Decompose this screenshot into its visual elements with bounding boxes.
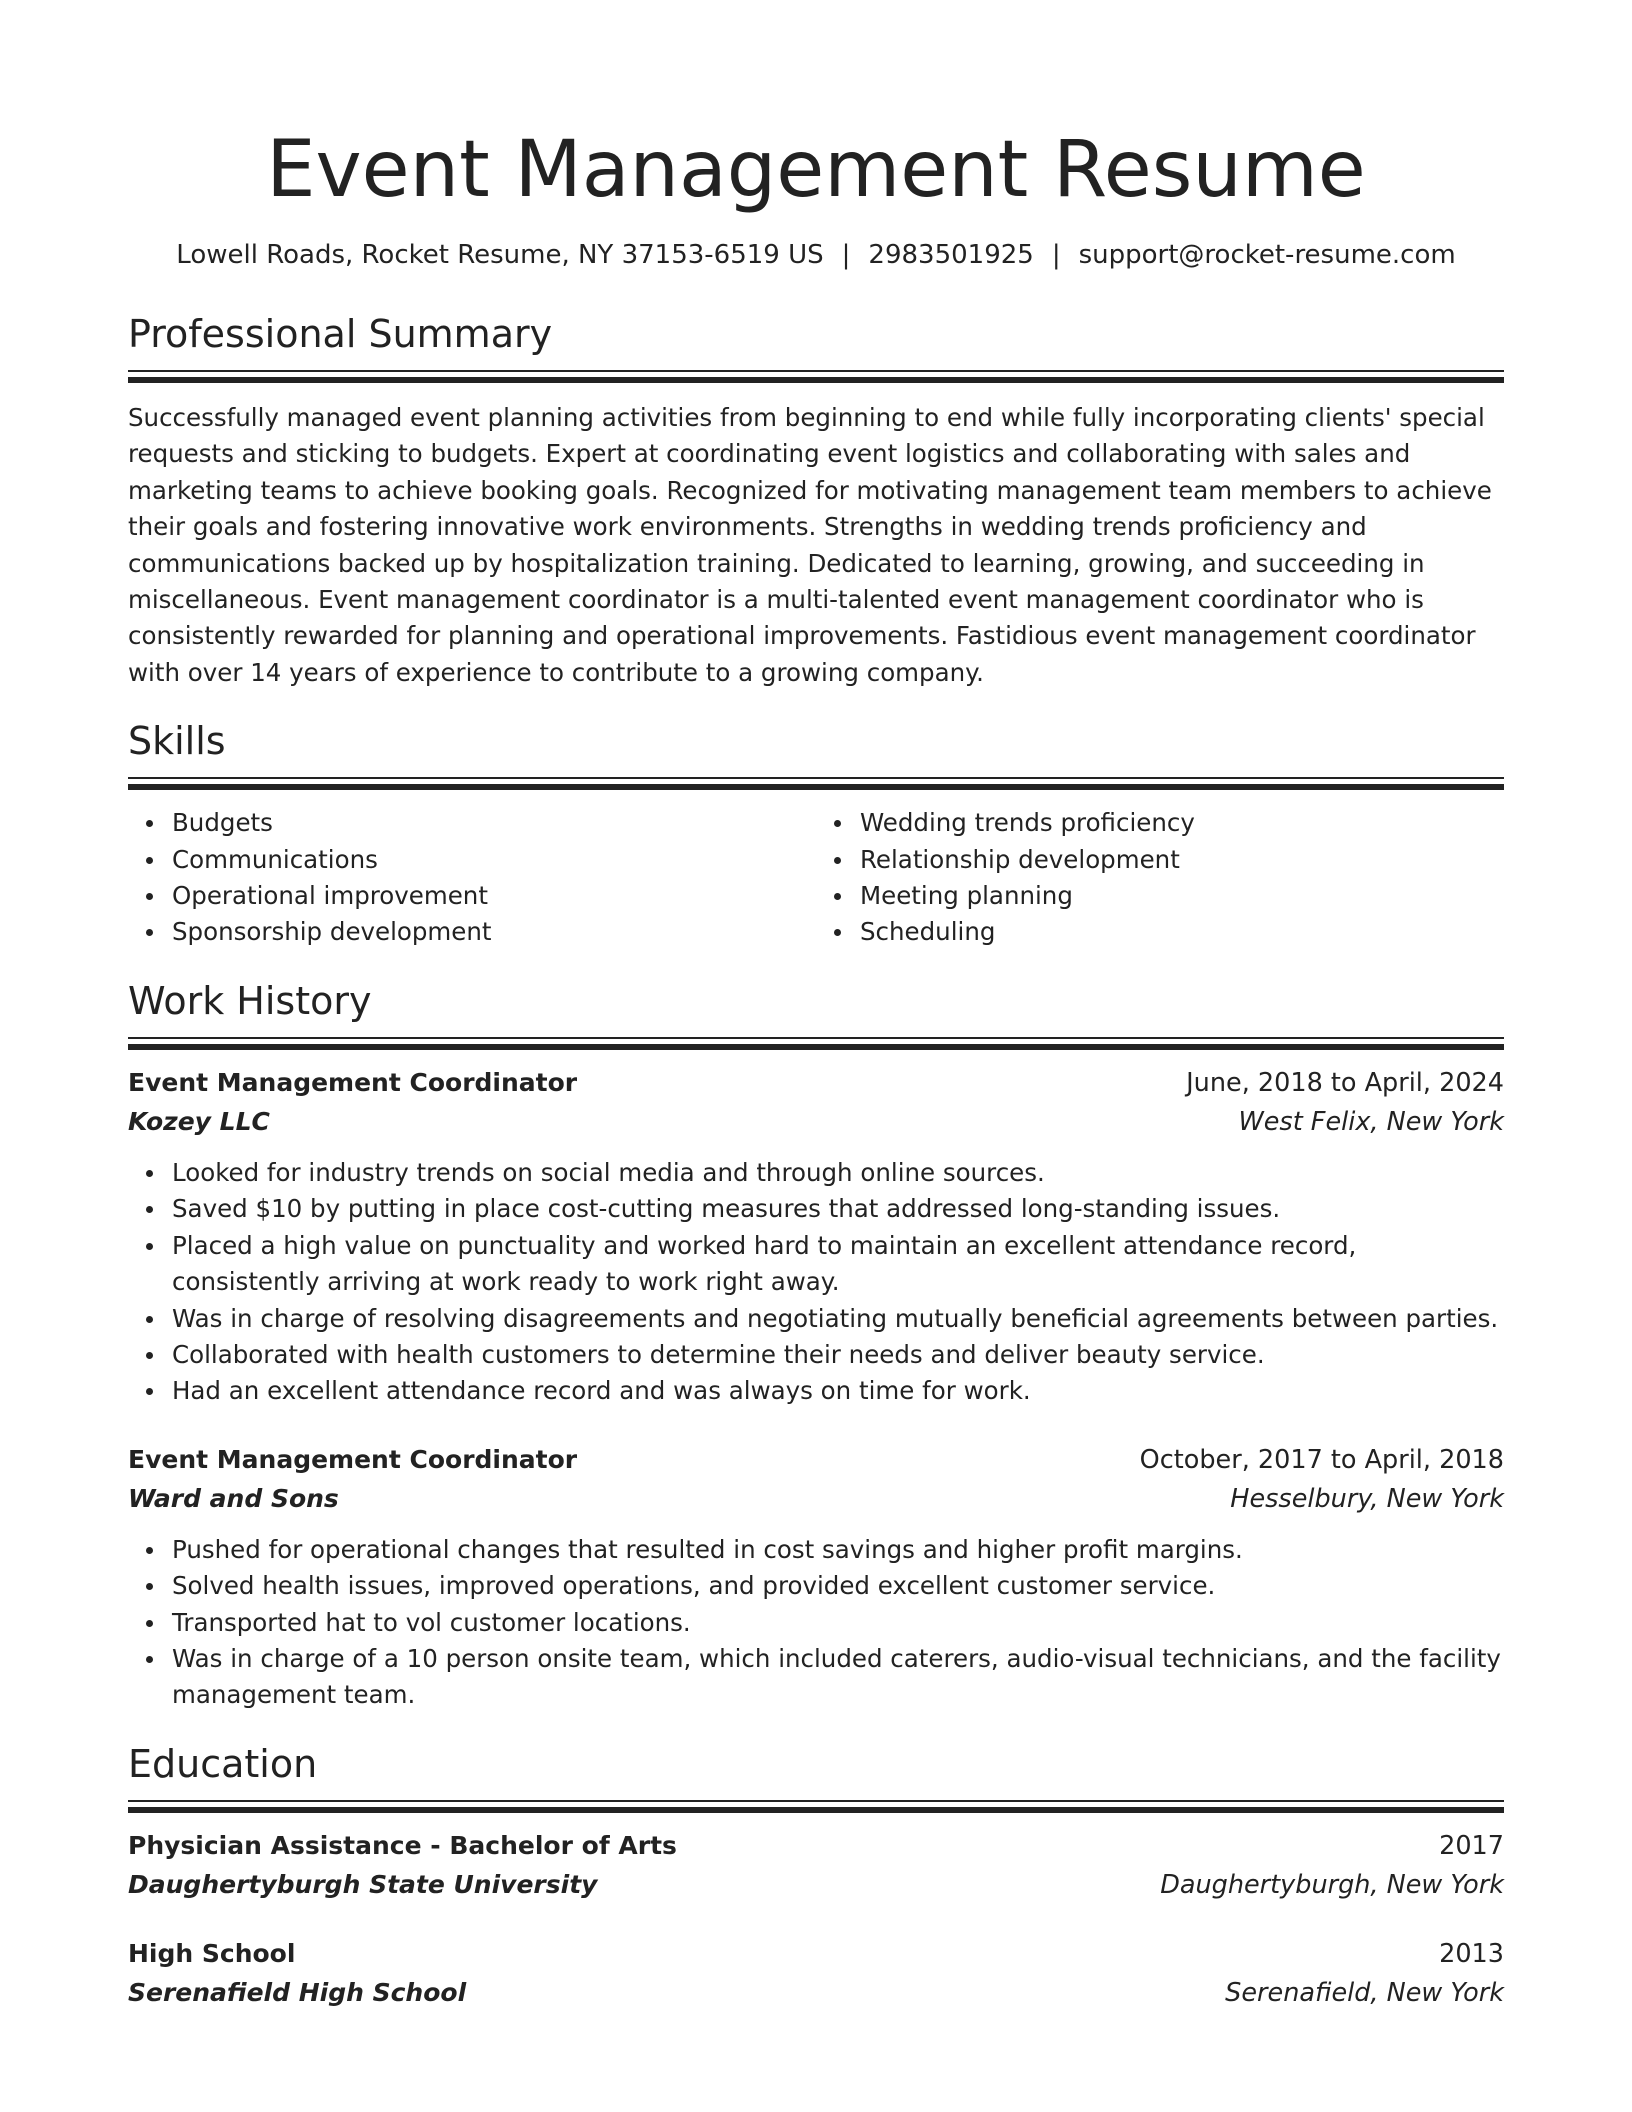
skill-item: Budgets [172,805,816,841]
job-bullet: Collaborated with health customers to determine their needs and deliver beauty service. [172,1337,1504,1373]
skills-column-left [128,805,816,951]
skills-list [128,805,1504,951]
section-skills [128,717,1504,951]
job-dates: October, 2017 to April, 2018 [1139,1444,1504,1475]
education-location: Serenafield, New York [1225,1977,1504,2008]
contact-phone: 2983501925 [868,240,1034,270]
job-title: Event Management Coordinator [128,1067,578,1097]
job-entry [128,1063,1504,1410]
education-school: Serenafield High School [128,1977,467,2007]
job-bullet: Looked for industry trends on social media and through online sources. [172,1155,1504,1191]
section-education [128,1740,1504,2012]
section-divider [128,1800,1504,1810]
section-title-work: Work History [128,978,372,1023]
education-year: 2013 [1439,1938,1504,1969]
job-company: Kozey LLC [128,1106,270,1136]
skill-item: Operational improvement [172,878,816,914]
job-bullets [128,1532,1504,1714]
summary-text: Successfully managed event planning activities from beginning to end while fully incorporating clients' special requests and sticking to budgets. Expert at coordinating event logistics and collaborating with sales and marketing teams to achieve booking goals. Recognized for motivating management team members to achieve their goals and fostering innovative work environments. Strengths in wedding trends proficiency and communications backed up by hospitalization training. Dedicated to learning, growing, and succeeding in miscellaneous. Event management coordinator is a multi-talented event management coordinator who is consistently rewarded for planning and operational improvements. Fastidious event management coordinator with over 14 years of experience to contribute to a growing company. [128,403,1492,687]
education-year: 2017 [1439,1830,1504,1861]
contact-line [128,238,1504,272]
section-divider [128,777,1504,787]
section-divider [128,370,1504,380]
job-location: Hesselbury, New York [1230,1483,1504,1514]
job-bullet: Solved health issues, improved operations, and provided excellent customer service. [172,1568,1504,1604]
section-title-education: Education [128,1741,318,1786]
job-bullet: Had an excellent attendance record and was always on time for work. [172,1373,1504,1409]
education-school: Daughertyburgh State University [128,1869,598,1899]
job-bullet: Placed a high value on punctuality and worked hard to maintain an excellent attendance record, consistently arriving at work ready to work right away. [172,1228,1504,1301]
contact-email: support@rocket-resume.com [1078,240,1456,270]
education-entry [128,1826,1504,1904]
skill-item: Wedding trends proficiency [860,805,1504,841]
job-bullet: Transported hat to vol customer locations. [172,1605,1504,1641]
skill-item: Scheduling [860,914,1504,950]
resume-title: Event Management Resume [266,125,1366,215]
job-company: Ward and Sons [128,1483,339,1513]
skill-item: Relationship development [860,842,1504,878]
section-work-history [128,977,1504,1714]
job-location: West Felix, New York [1238,1106,1504,1137]
job-bullet: Was in charge of a 10 person onsite team, which included caterers, audio-visual technicians, and the facility management team. [172,1641,1504,1714]
job-dates: June, 2018 to April, 2024 [1186,1067,1504,1098]
education-entry [128,1934,1504,2012]
job-title: Event Management Coordinator [128,1444,578,1474]
section-divider [128,1037,1504,1047]
section-summary [128,310,1504,691]
skill-item: Sponsorship development [172,914,816,950]
job-bullet: Saved $10 by putting in place cost-cutting measures that addressed long-standing issues. [172,1191,1504,1227]
job-bullets [128,1155,1504,1410]
job-entry [128,1440,1504,1714]
section-title-summary: Professional Summary [128,312,553,356]
job-bullet: Pushed for operational changes that resulted in cost savings and higher profit margins. [172,1532,1504,1568]
contact-separator: | [841,240,851,270]
education-degree: High School [128,1938,296,1968]
section-title-skills: Skills [128,719,226,764]
education-degree: Physician Assistance - Bachelor of Arts [128,1830,677,1860]
job-bullet: Was in charge of resolving disagreements and negotiating mutually beneficial agreements between parties. [172,1301,1504,1337]
education-location: Daughertyburgh, New York [1160,1869,1504,1900]
skills-column-right [816,805,1504,951]
contact-separator: | [1051,240,1061,270]
skill-item: Communications [172,842,816,878]
skill-item: Meeting planning [860,878,1504,914]
contact-address: Lowell Roads, Rocket Resume, NY 37153-6519 US [176,240,824,270]
